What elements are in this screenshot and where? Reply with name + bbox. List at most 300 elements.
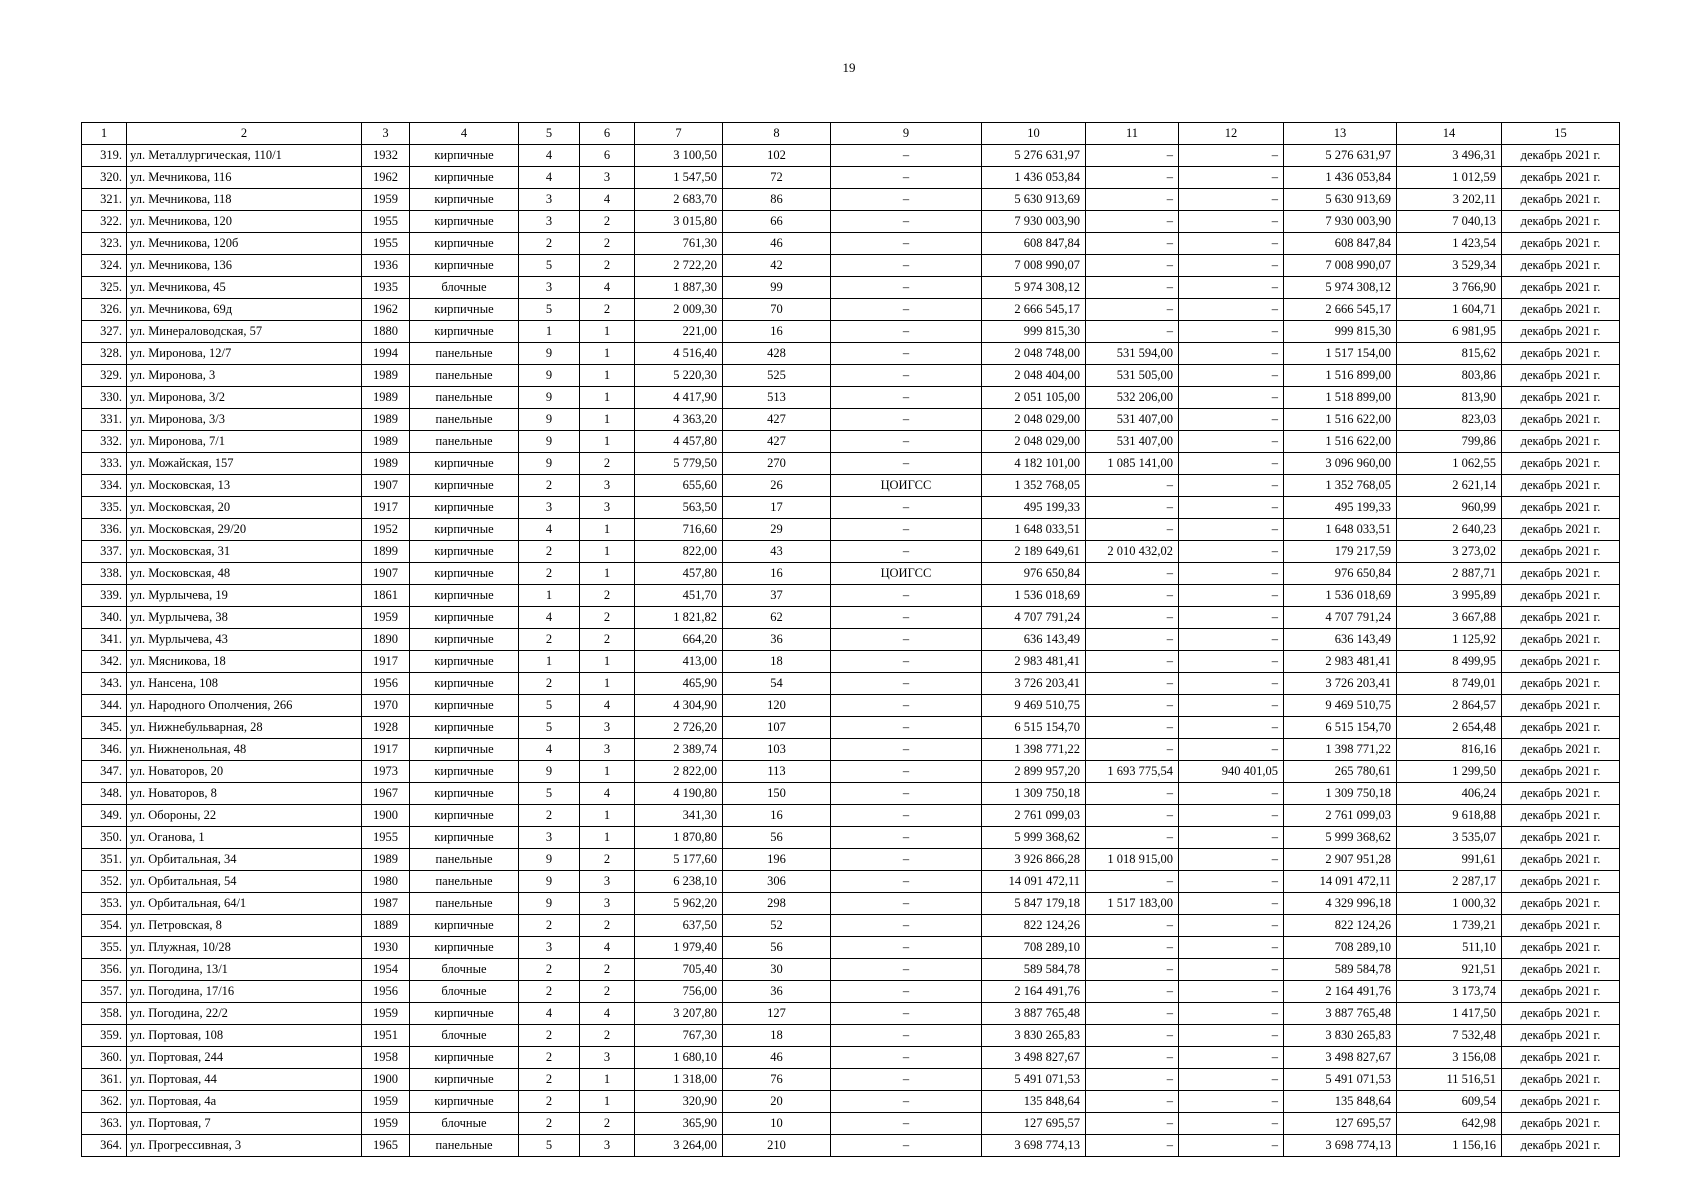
owner-funds-cell: 3 726 203,41 <box>1284 673 1397 695</box>
area-cell: 413,00 <box>635 651 723 673</box>
wall-material-cell: кирпичные <box>410 1069 519 1091</box>
address-cell: ул. Нансена, 108 <box>127 673 362 695</box>
address-cell: ул. Мурлычева, 43 <box>127 629 362 651</box>
wall-material-cell: кирпичные <box>410 519 519 541</box>
table-row <box>82 607 1620 629</box>
residents-cell: 10 <box>723 1113 831 1135</box>
status-cell: – <box>831 1003 982 1025</box>
wall-material-cell: блочные <box>410 959 519 981</box>
other-funds-cell: – <box>1179 409 1284 431</box>
owner-funds-cell: 14 091 472,11 <box>1284 871 1397 893</box>
floors-cell: 2 <box>519 629 580 651</box>
area-cell: 221,00 <box>635 321 723 343</box>
total-cost-cell: 5 630 913,69 <box>982 189 1086 211</box>
other-funds-cell: – <box>1179 1113 1284 1135</box>
wall-material-cell: кирпичные <box>410 739 519 761</box>
cost-per-m2-cell: 7 532,48 <box>1397 1025 1502 1047</box>
address-cell: ул. Обороны, 22 <box>127 805 362 827</box>
total-cost-cell: 589 584,78 <box>982 959 1086 981</box>
table-row <box>82 893 1620 915</box>
completion-date-cell: декабрь 2021 г. <box>1502 651 1620 673</box>
cost-per-m2-cell: 1 000,32 <box>1397 893 1502 915</box>
table-row <box>82 1003 1620 1025</box>
other-funds-cell: – <box>1179 1025 1284 1047</box>
residents-cell: 56 <box>723 827 831 849</box>
cost-per-m2-cell: 2 287,17 <box>1397 871 1502 893</box>
area-cell: 1 318,00 <box>635 1069 723 1091</box>
completion-date-cell: декабрь 2021 г. <box>1502 1047 1620 1069</box>
build-year-cell: 1880 <box>362 321 410 343</box>
total-cost-cell: 2 048 029,00 <box>982 409 1086 431</box>
residents-cell: 427 <box>723 409 831 431</box>
status-cell: – <box>831 541 982 563</box>
table-row <box>82 717 1620 739</box>
area-cell: 320,90 <box>635 1091 723 1113</box>
wall-material-cell: панельные <box>410 343 519 365</box>
wall-material-cell: кирпичные <box>410 915 519 937</box>
address-cell: ул. Портовая, 7 <box>127 1113 362 1135</box>
regional-funds-cell: – <box>1086 321 1179 343</box>
row-number-cell: 325. <box>82 277 127 299</box>
wall-material-cell: панельные <box>410 1135 519 1157</box>
regional-funds-cell: – <box>1086 233 1179 255</box>
table-row <box>82 365 1620 387</box>
area-cell: 756,00 <box>635 981 723 1003</box>
table-row <box>82 651 1620 673</box>
housing-registry-table <box>81 122 1620 1157</box>
total-cost-cell: 5 276 631,97 <box>982 145 1086 167</box>
entrances-cell: 1 <box>580 343 635 365</box>
address-cell: ул. Можайская, 157 <box>127 453 362 475</box>
build-year-cell: 1951 <box>362 1025 410 1047</box>
build-year-cell: 1956 <box>362 981 410 1003</box>
cost-per-m2-cell: 3 173,74 <box>1397 981 1502 1003</box>
status-cell: – <box>831 739 982 761</box>
other-funds-cell: 940 401,05 <box>1179 761 1284 783</box>
wall-material-cell: кирпичные <box>410 937 519 959</box>
floors-cell: 4 <box>519 167 580 189</box>
residents-cell: 525 <box>723 365 831 387</box>
address-cell: ул. Мечникова, 116 <box>127 167 362 189</box>
other-funds-cell: – <box>1179 167 1284 189</box>
area-cell: 365,90 <box>635 1113 723 1135</box>
residents-cell: 99 <box>723 277 831 299</box>
table-row <box>82 629 1620 651</box>
residents-cell: 103 <box>723 739 831 761</box>
status-cell: – <box>831 1113 982 1135</box>
table-row <box>82 915 1620 937</box>
other-funds-cell: – <box>1179 211 1284 233</box>
status-cell: – <box>831 1069 982 1091</box>
entrances-cell: 3 <box>580 717 635 739</box>
entrances-cell: 2 <box>580 849 635 871</box>
address-cell: ул. Новаторов, 20 <box>127 761 362 783</box>
cost-per-m2-cell: 816,16 <box>1397 739 1502 761</box>
total-cost-cell: 3 698 774,13 <box>982 1135 1086 1157</box>
area-cell: 4 457,80 <box>635 431 723 453</box>
floors-cell: 9 <box>519 365 580 387</box>
build-year-cell: 1956 <box>362 673 410 695</box>
residents-cell: 306 <box>723 871 831 893</box>
floors-cell: 2 <box>519 915 580 937</box>
table-row <box>82 277 1620 299</box>
table-row <box>82 343 1620 365</box>
address-cell: ул. Погодина, 17/16 <box>127 981 362 1003</box>
address-cell: ул. Нижненольная, 48 <box>127 739 362 761</box>
entrances-cell: 1 <box>580 519 635 541</box>
row-number-cell: 359. <box>82 1025 127 1047</box>
address-cell: ул. Московская, 31 <box>127 541 362 563</box>
build-year-cell: 1962 <box>362 299 410 321</box>
entrances-cell: 2 <box>580 1113 635 1135</box>
floors-cell: 3 <box>519 189 580 211</box>
row-number-cell: 319. <box>82 145 127 167</box>
other-funds-cell: – <box>1179 497 1284 519</box>
table-row <box>82 145 1620 167</box>
regional-funds-cell: – <box>1086 607 1179 629</box>
row-number-cell: 364. <box>82 1135 127 1157</box>
table-row <box>82 959 1620 981</box>
residents-cell: 427 <box>723 431 831 453</box>
residents-cell: 210 <box>723 1135 831 1157</box>
residents-cell: 36 <box>723 981 831 1003</box>
residents-cell: 270 <box>723 453 831 475</box>
cost-per-m2-cell: 6 981,95 <box>1397 321 1502 343</box>
other-funds-cell: – <box>1179 299 1284 321</box>
owner-funds-cell: 5 630 913,69 <box>1284 189 1397 211</box>
regional-funds-cell: 531 407,00 <box>1086 409 1179 431</box>
area-cell: 822,00 <box>635 541 723 563</box>
total-cost-cell: 608 847,84 <box>982 233 1086 255</box>
entrances-cell: 2 <box>580 255 635 277</box>
status-cell: – <box>831 695 982 717</box>
floors-cell: 5 <box>519 695 580 717</box>
wall-material-cell: кирпичные <box>410 189 519 211</box>
status-cell: – <box>831 453 982 475</box>
entrances-cell: 2 <box>580 981 635 1003</box>
area-cell: 705,40 <box>635 959 723 981</box>
table-row <box>82 761 1620 783</box>
floors-cell: 3 <box>519 277 580 299</box>
wall-material-cell: кирпичные <box>410 629 519 651</box>
floors-cell: 2 <box>519 1091 580 1113</box>
owner-funds-cell: 7 930 003,90 <box>1284 211 1397 233</box>
floors-cell: 1 <box>519 585 580 607</box>
total-cost-cell: 3 830 265,83 <box>982 1025 1086 1047</box>
floors-cell: 4 <box>519 145 580 167</box>
regional-funds-cell: – <box>1086 695 1179 717</box>
owner-funds-cell: 1 352 768,05 <box>1284 475 1397 497</box>
column-header: 4 <box>410 123 519 145</box>
table-row <box>82 849 1620 871</box>
owner-funds-cell: 2 983 481,41 <box>1284 651 1397 673</box>
row-number-cell: 336. <box>82 519 127 541</box>
wall-material-cell: кирпичные <box>410 805 519 827</box>
row-number-cell: 354. <box>82 915 127 937</box>
regional-funds-cell: – <box>1086 783 1179 805</box>
wall-material-cell: панельные <box>410 409 519 431</box>
regional-funds-cell: – <box>1086 475 1179 497</box>
column-header: 10 <box>982 123 1086 145</box>
status-cell: – <box>831 409 982 431</box>
owner-funds-cell: 1 309 750,18 <box>1284 783 1397 805</box>
cost-per-m2-cell: 1 417,50 <box>1397 1003 1502 1025</box>
table-row <box>82 695 1620 717</box>
row-number-cell: 343. <box>82 673 127 695</box>
other-funds-cell: – <box>1179 189 1284 211</box>
regional-funds-cell: – <box>1086 497 1179 519</box>
row-number-cell: 322. <box>82 211 127 233</box>
floors-cell: 2 <box>519 1113 580 1135</box>
total-cost-cell: 7 930 003,90 <box>982 211 1086 233</box>
table-row <box>82 1135 1620 1157</box>
build-year-cell: 1970 <box>362 695 410 717</box>
build-year-cell: 1900 <box>362 1069 410 1091</box>
row-number-cell: 350. <box>82 827 127 849</box>
status-cell: – <box>831 211 982 233</box>
build-year-cell: 1917 <box>362 739 410 761</box>
total-cost-cell: 5 491 071,53 <box>982 1069 1086 1091</box>
regional-funds-cell: – <box>1086 299 1179 321</box>
address-cell: ул. Мечникова, 120 <box>127 211 362 233</box>
area-cell: 2 009,30 <box>635 299 723 321</box>
cost-per-m2-cell: 642,98 <box>1397 1113 1502 1135</box>
area-cell: 2 722,20 <box>635 255 723 277</box>
build-year-cell: 1930 <box>362 937 410 959</box>
build-year-cell: 1907 <box>362 475 410 497</box>
completion-date-cell: декабрь 2021 г. <box>1502 827 1620 849</box>
row-number-cell: 321. <box>82 189 127 211</box>
address-cell: ул. Петровская, 8 <box>127 915 362 937</box>
area-cell: 767,30 <box>635 1025 723 1047</box>
floors-cell: 2 <box>519 673 580 695</box>
completion-date-cell: декабрь 2021 г. <box>1502 409 1620 431</box>
floors-cell: 1 <box>519 651 580 673</box>
total-cost-cell: 3 726 203,41 <box>982 673 1086 695</box>
regional-funds-cell: – <box>1086 563 1179 585</box>
area-cell: 1 680,10 <box>635 1047 723 1069</box>
regional-funds-cell: – <box>1086 651 1179 673</box>
other-funds-cell: – <box>1179 343 1284 365</box>
wall-material-cell: блочные <box>410 1025 519 1047</box>
cost-per-m2-cell: 960,99 <box>1397 497 1502 519</box>
entrances-cell: 3 <box>580 497 635 519</box>
wall-material-cell: кирпичные <box>410 1003 519 1025</box>
area-cell: 664,20 <box>635 629 723 651</box>
residents-cell: 113 <box>723 761 831 783</box>
entrances-cell: 3 <box>580 739 635 761</box>
build-year-cell: 1959 <box>362 607 410 629</box>
residents-cell: 29 <box>723 519 831 541</box>
address-cell: ул. Орбитальная, 34 <box>127 849 362 871</box>
table-row <box>82 673 1620 695</box>
other-funds-cell: – <box>1179 959 1284 981</box>
regional-funds-cell: – <box>1086 805 1179 827</box>
floors-cell: 4 <box>519 1003 580 1025</box>
total-cost-cell: 2 048 748,00 <box>982 343 1086 365</box>
other-funds-cell: – <box>1179 849 1284 871</box>
residents-cell: 107 <box>723 717 831 739</box>
entrances-cell: 4 <box>580 277 635 299</box>
total-cost-cell: 2 164 491,76 <box>982 981 1086 1003</box>
residents-cell: 56 <box>723 937 831 959</box>
residents-cell: 16 <box>723 563 831 585</box>
entrances-cell: 4 <box>580 695 635 717</box>
residents-cell: 120 <box>723 695 831 717</box>
table-row <box>82 541 1620 563</box>
build-year-cell: 1959 <box>362 189 410 211</box>
row-number-cell: 341. <box>82 629 127 651</box>
cost-per-m2-cell: 3 273,02 <box>1397 541 1502 563</box>
floors-cell: 3 <box>519 827 580 849</box>
floors-cell: 2 <box>519 1047 580 1069</box>
cost-per-m2-cell: 511,10 <box>1397 937 1502 959</box>
owner-funds-cell: 5 999 368,62 <box>1284 827 1397 849</box>
cost-per-m2-cell: 3 156,08 <box>1397 1047 1502 1069</box>
owner-funds-cell: 1 518 899,00 <box>1284 387 1397 409</box>
status-cell: – <box>831 321 982 343</box>
completion-date-cell: декабрь 2021 г. <box>1502 717 1620 739</box>
column-header: 13 <box>1284 123 1397 145</box>
completion-date-cell: декабрь 2021 г. <box>1502 211 1620 233</box>
row-number-cell: 338. <box>82 563 127 585</box>
table-row <box>82 827 1620 849</box>
address-cell: ул. Народного Ополчения, 266 <box>127 695 362 717</box>
total-cost-cell: 9 469 510,75 <box>982 695 1086 717</box>
other-funds-cell: – <box>1179 1003 1284 1025</box>
area-cell: 4 190,80 <box>635 783 723 805</box>
total-cost-cell: 999 815,30 <box>982 321 1086 343</box>
cost-per-m2-cell: 921,51 <box>1397 959 1502 981</box>
residents-cell: 150 <box>723 783 831 805</box>
wall-material-cell: кирпичные <box>410 607 519 629</box>
row-number-cell: 362. <box>82 1091 127 1113</box>
total-cost-cell: 127 695,57 <box>982 1113 1086 1135</box>
wall-material-cell: кирпичные <box>410 563 519 585</box>
column-header: 6 <box>580 123 635 145</box>
status-cell: – <box>831 959 982 981</box>
table-row <box>82 563 1620 585</box>
status-cell: – <box>831 849 982 871</box>
completion-date-cell: декабрь 2021 г. <box>1502 761 1620 783</box>
floors-cell: 2 <box>519 563 580 585</box>
other-funds-cell: – <box>1179 1047 1284 1069</box>
table-row <box>82 981 1620 1003</box>
floors-cell: 5 <box>519 299 580 321</box>
table-row <box>82 783 1620 805</box>
build-year-cell: 1889 <box>362 915 410 937</box>
wall-material-cell: блочные <box>410 277 519 299</box>
completion-date-cell: декабрь 2021 г. <box>1502 1069 1620 1091</box>
other-funds-cell: – <box>1179 607 1284 629</box>
status-cell: – <box>831 1047 982 1069</box>
cost-per-m2-cell: 8 499,95 <box>1397 651 1502 673</box>
regional-funds-cell: 531 505,00 <box>1086 365 1179 387</box>
row-number-cell: 320. <box>82 167 127 189</box>
table-row <box>82 1091 1620 1113</box>
wall-material-cell: панельные <box>410 431 519 453</box>
area-cell: 716,60 <box>635 519 723 541</box>
owner-funds-cell: 135 848,64 <box>1284 1091 1397 1113</box>
other-funds-cell: – <box>1179 937 1284 959</box>
owner-funds-cell: 3 498 827,67 <box>1284 1047 1397 1069</box>
build-year-cell: 1989 <box>362 453 410 475</box>
entrances-cell: 3 <box>580 871 635 893</box>
status-cell: – <box>831 651 982 673</box>
completion-date-cell: декабрь 2021 г. <box>1502 519 1620 541</box>
cost-per-m2-cell: 813,90 <box>1397 387 1502 409</box>
entrances-cell: 6 <box>580 145 635 167</box>
owner-funds-cell: 1 536 018,69 <box>1284 585 1397 607</box>
status-cell: – <box>831 167 982 189</box>
owner-funds-cell: 4 707 791,24 <box>1284 607 1397 629</box>
total-cost-cell: 3 926 866,28 <box>982 849 1086 871</box>
wall-material-cell: кирпичные <box>410 321 519 343</box>
regional-funds-cell: – <box>1086 981 1179 1003</box>
cost-per-m2-cell: 406,24 <box>1397 783 1502 805</box>
residents-cell: 54 <box>723 673 831 695</box>
entrances-cell: 4 <box>580 1003 635 1025</box>
residents-cell: 196 <box>723 849 831 871</box>
build-year-cell: 1973 <box>362 761 410 783</box>
total-cost-cell: 2 666 545,17 <box>982 299 1086 321</box>
regional-funds-cell: – <box>1086 673 1179 695</box>
build-year-cell: 1955 <box>362 233 410 255</box>
total-cost-cell: 2 048 404,00 <box>982 365 1086 387</box>
floors-cell: 5 <box>519 717 580 739</box>
entrances-cell: 2 <box>580 453 635 475</box>
cost-per-m2-cell: 3 667,88 <box>1397 607 1502 629</box>
table-row <box>82 233 1620 255</box>
status-cell: – <box>831 255 982 277</box>
regional-funds-cell: – <box>1086 827 1179 849</box>
build-year-cell: 1954 <box>362 959 410 981</box>
entrances-cell: 2 <box>580 629 635 651</box>
cost-per-m2-cell: 1 299,50 <box>1397 761 1502 783</box>
floors-cell: 4 <box>519 519 580 541</box>
completion-date-cell: декабрь 2021 г. <box>1502 387 1620 409</box>
row-number-cell: 346. <box>82 739 127 761</box>
address-cell: ул. Плужная, 10/28 <box>127 937 362 959</box>
wall-material-cell: блочные <box>410 981 519 1003</box>
cost-per-m2-cell: 1 423,54 <box>1397 233 1502 255</box>
floors-cell: 2 <box>519 1069 580 1091</box>
build-year-cell: 1861 <box>362 585 410 607</box>
cost-per-m2-cell: 799,86 <box>1397 431 1502 453</box>
row-number-cell: 342. <box>82 651 127 673</box>
regional-funds-cell: 1 085 141,00 <box>1086 453 1179 475</box>
residents-cell: 46 <box>723 1047 831 1069</box>
cost-per-m2-cell: 3 496,31 <box>1397 145 1502 167</box>
completion-date-cell: декабрь 2021 г. <box>1502 739 1620 761</box>
owner-funds-cell: 7 008 990,07 <box>1284 255 1397 277</box>
completion-date-cell: декабрь 2021 г. <box>1502 255 1620 277</box>
address-cell: ул. Миронова, 3 <box>127 365 362 387</box>
residents-cell: 86 <box>723 189 831 211</box>
status-cell: – <box>831 145 982 167</box>
cost-per-m2-cell: 823,03 <box>1397 409 1502 431</box>
residents-cell: 298 <box>723 893 831 915</box>
residents-cell: 52 <box>723 915 831 937</box>
area-cell: 655,60 <box>635 475 723 497</box>
entrances-cell: 4 <box>580 189 635 211</box>
area-cell: 1 821,82 <box>635 607 723 629</box>
owner-funds-cell: 999 815,30 <box>1284 321 1397 343</box>
status-cell: – <box>831 519 982 541</box>
wall-material-cell: панельные <box>410 849 519 871</box>
owner-funds-cell: 976 650,84 <box>1284 563 1397 585</box>
status-cell: – <box>831 365 982 387</box>
